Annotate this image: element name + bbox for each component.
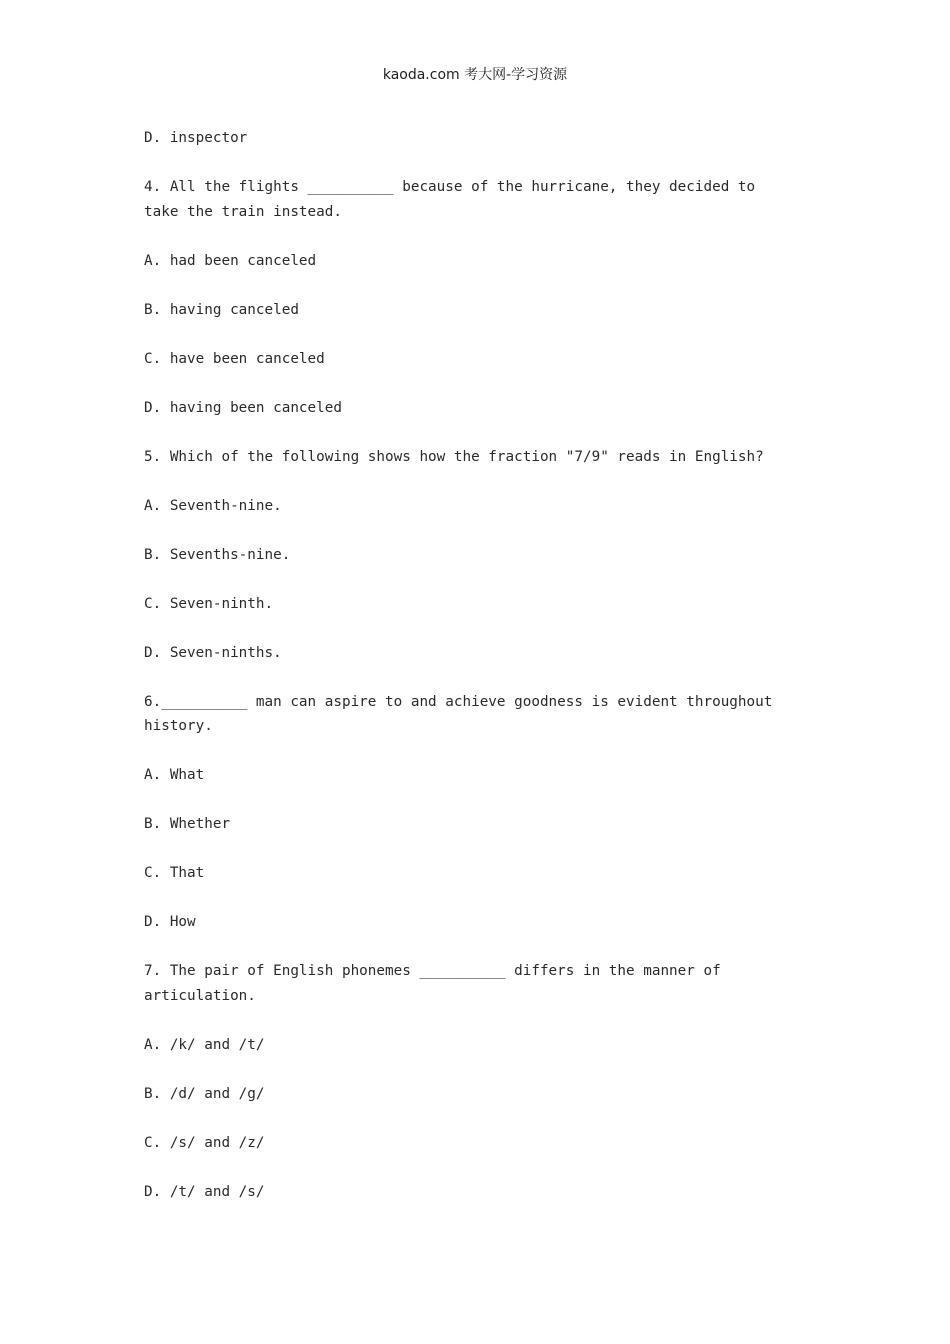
- option-c-q4: C. have been canceled: [144, 350, 325, 367]
- option-d-q6: D. How: [144, 914, 196, 930]
- document-body: [144, 126, 794, 1229]
- option-d-q5: D. Seven-ninths.: [144, 644, 282, 661]
- option-a-q5: A. Seventh-nine.: [144, 497, 282, 514]
- option-c-q7: C. /s/ and /z/: [144, 1134, 265, 1151]
- option-d-q7: D. /t/ and /s/: [144, 1183, 265, 1200]
- question-7: 7. The pair of English phonemes __________ differs in the manner of articulation.: [144, 963, 730, 1004]
- option-c-q5: C. Seven-ninth.: [144, 595, 274, 612]
- option-a-q4: A. had been canceled: [144, 252, 317, 269]
- option-d-q3: D. inspector: [144, 130, 248, 146]
- option-b-q6: B. Whether: [144, 816, 231, 832]
- question-6: 6.__________ man can aspire to and achieve goodness is evident throughout history.: [144, 693, 781, 734]
- option-c-q6: C. That: [144, 865, 205, 881]
- question-4: 4. All the flights __________ because of the hurricane, they decided to take the train instead.: [144, 179, 764, 220]
- option-d-q4: D. having been canceled: [144, 399, 342, 416]
- page-header: kaoda.com 考大网-学习资源: [382, 67, 568, 83]
- option-b-q7: B. /d/ and /g/: [144, 1085, 265, 1102]
- option-a-q7: A. /k/ and /t/: [144, 1036, 265, 1053]
- option-a-q6: A. What: [144, 767, 205, 783]
- option-b-q5: B. Sevenths-nine.: [144, 546, 291, 563]
- question-5: 5. Which of the following shows how the fraction "7/9" reads in English?: [144, 448, 764, 465]
- option-b-q4: B. having canceled: [144, 301, 299, 318]
